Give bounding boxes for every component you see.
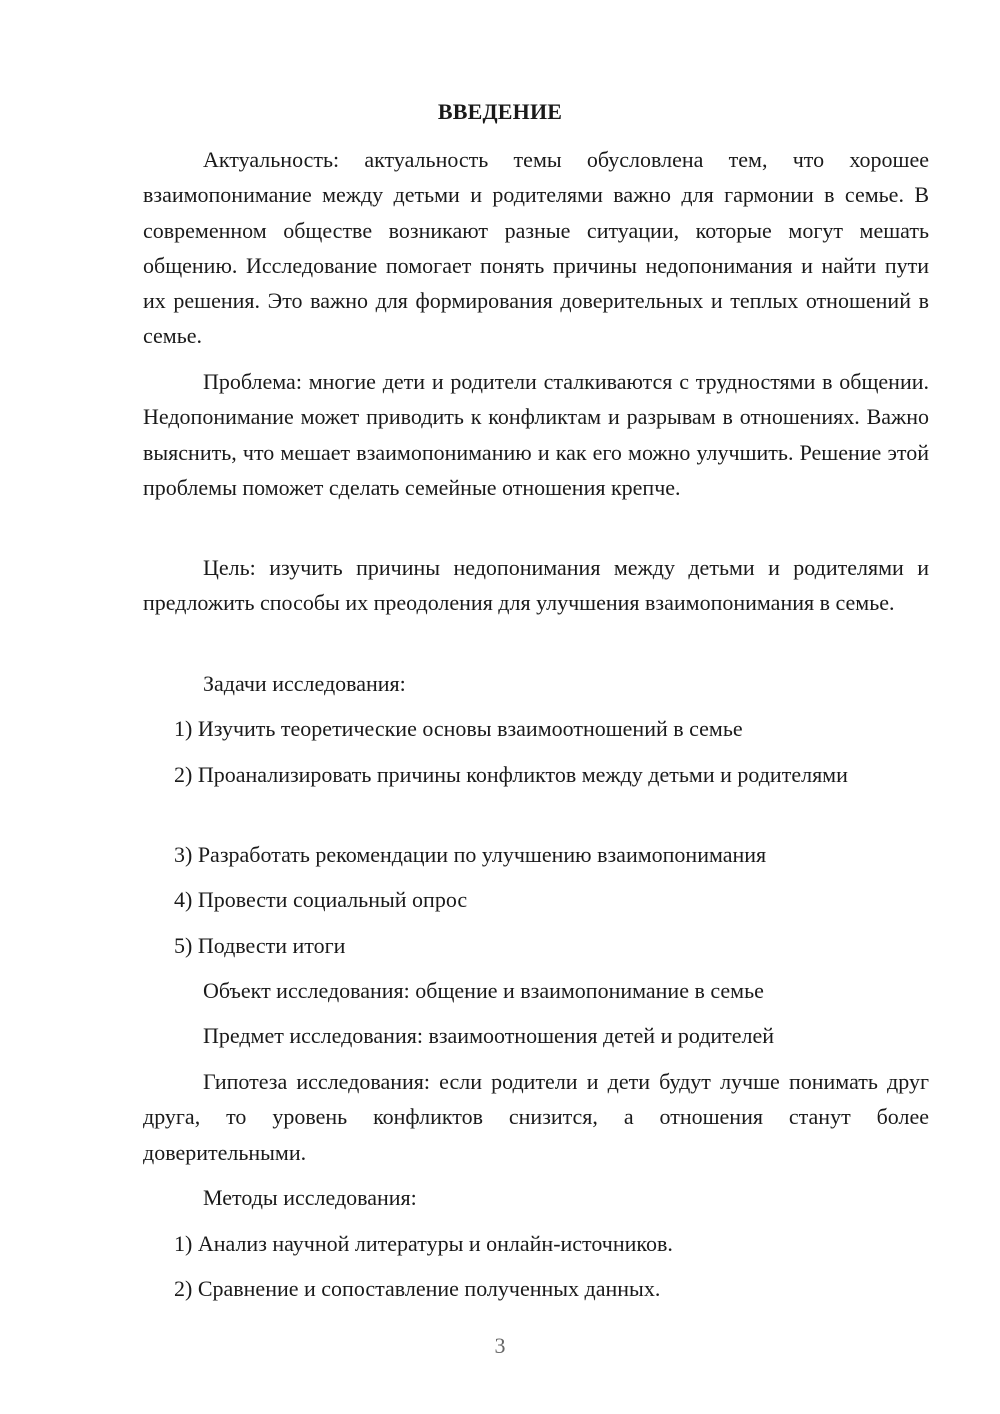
page-number: 3 xyxy=(494,1333,506,1358)
problem-paragraph: Проблема: многие дети и родители сталкиваются с трудностями в общении. Недопонимание может приводить к конфликтам и разрывам в отношениях. Важно выяснить, что мешает взаимопониманию и как его можно улучшить. Решение этой проблемы поможет сделать семейные отношения крепче. xyxy=(143,369,929,500)
hypothesis-paragraph: Гипотеза исследования: если родители и дети будут лучше понимать друг друга, то уровень конфликтов снизится, а отношения станут более доверительными. xyxy=(143,1069,929,1165)
subject-paragraph: Предмет исследования: взаимоотношения детей и родителей xyxy=(203,1023,775,1048)
tasks-heading: Задачи исследования: xyxy=(203,671,406,696)
method-item-1: 1) Анализ научной литературы и онлайн-источников. xyxy=(174,1231,673,1256)
object-paragraph: Объект исследования: общение и взаимопонимание в семье xyxy=(203,978,764,1003)
task-item-3: 3) Разработать рекомендации по улучшению взаимопонимания xyxy=(174,842,767,867)
methods-heading: Методы исследования: xyxy=(203,1185,417,1210)
relevance-paragraph: Актуальность: актуальность темы обусловлена тем, что хорошее взаимопонимание между детьми и родителями важно для гармонии в семье. В современном обществе возникают разные ситуации, которые могут мешать общению. Исследование помогает понять причины недопонимания и найти пути их решения. Это важно для формирования доверительных и теплых отношений в семье. xyxy=(143,147,929,349)
goal-paragraph: Цель: изучить причины недопонимания между детьми и родителями и предложить способы их преодоления для улучшения взаимопонимания в семье. xyxy=(143,555,929,616)
task-item-5: 5) Подвести итоги xyxy=(174,933,346,958)
task-item-1: 1) Изучить теоретические основы взаимоотношений в семье xyxy=(174,716,743,741)
task-item-2: 2) Проанализировать причины конфликтов между детьми и родителями xyxy=(174,762,848,787)
task-item-4: 4) Провести социальный опрос xyxy=(174,887,468,912)
page-title: ВВЕДЕНИЕ xyxy=(437,99,563,124)
method-item-2: 2) Сравнение и сопоставление полученных данных. xyxy=(174,1276,661,1301)
